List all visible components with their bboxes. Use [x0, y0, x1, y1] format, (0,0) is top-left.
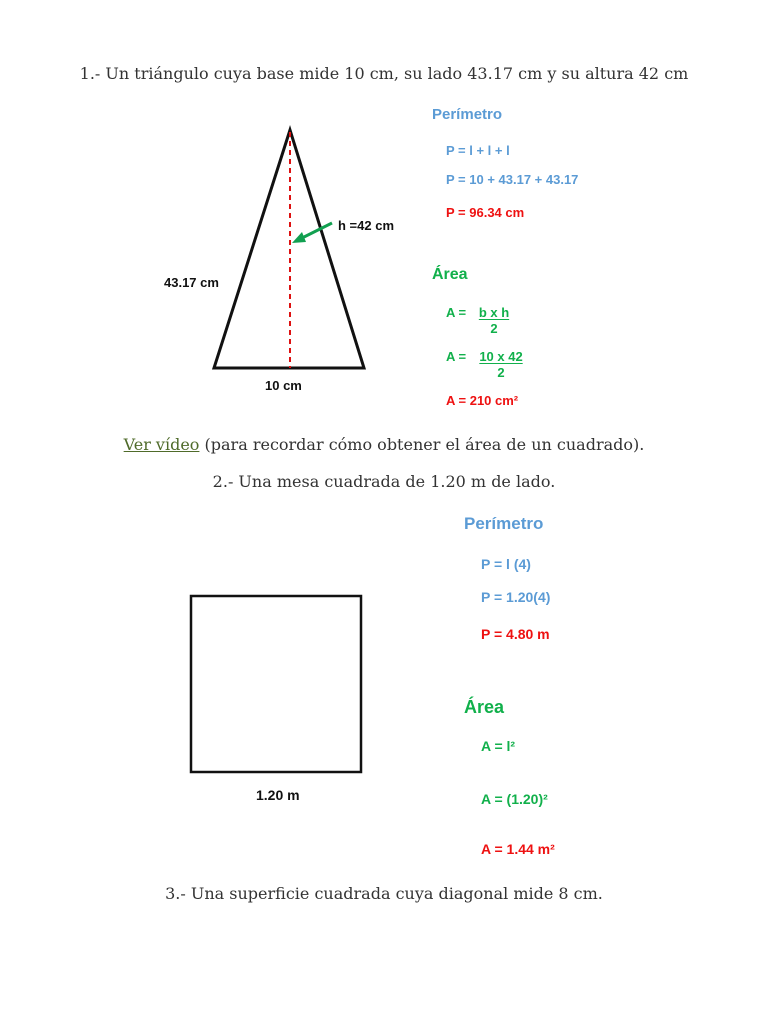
area-substitution-denominator-1: 2 — [497, 365, 505, 380]
area-substitution-numerator-1: 10 x 42 — [479, 349, 523, 364]
video-link[interactable]: Ver vídeo — [123, 435, 200, 454]
triangle-figure — [150, 120, 420, 400]
area-formula-numerator-1: b x h — [478, 305, 510, 320]
area-formula-2: A = l² — [481, 738, 516, 754]
problem3-statement: 3.- Una superficie cuadrada cuya diagonal mide 8 cm. — [165, 884, 603, 903]
area-formula-prefix-1: A = — [446, 305, 467, 320]
side-label: 43.17 cm — [164, 275, 219, 290]
problem2-statement: 2.- Una mesa cuadrada de 1.20 m de lado. — [212, 472, 556, 491]
square-shape — [191, 596, 361, 772]
area-formula-denominator-1: 2 — [490, 321, 498, 336]
area-heading-2: Área — [464, 697, 505, 717]
perimeter-result-2: P = 4.80 m — [481, 626, 550, 642]
video-note — [0, 435, 768, 455]
perimeter-heading-1: Perímetro — [432, 106, 503, 123]
square-figure — [180, 585, 380, 810]
height-label: h =42 cm — [338, 218, 395, 233]
perimeter-formula-1: P = l + l + l — [446, 143, 510, 158]
area-formula-fraction-1 — [471, 305, 517, 337]
perimeter-substitution-1: P = 10 + 43.17 + 43.17 — [446, 172, 579, 187]
area-substitution-fraction-1 — [470, 349, 532, 381]
area-result-1: A = 210 cm² — [446, 393, 519, 408]
base-label: 10 cm — [265, 378, 302, 393]
area-substitution-2: A = (1.20)² — [481, 791, 548, 807]
perimeter-result-1: P = 96.34 cm — [446, 205, 525, 220]
area-result-2: A = 1.44 m² — [481, 841, 555, 857]
perimeter-substitution-2: P = 1.20(4) — [481, 589, 551, 605]
square-side-label: 1.20 m — [256, 787, 300, 803]
video-note-text: (para recordar cómo obtener el área de un cuadrado). — [199, 435, 645, 454]
perimeter-heading-2: Perímetro — [464, 514, 544, 533]
area-heading-1: Área — [432, 266, 468, 283]
problem1-statement: 1.- Un triángulo cuya base mide 10 cm, su lado 43.17 cm y su altura 42 cm — [79, 64, 689, 83]
area-substitution-prefix-1: A = — [446, 349, 467, 364]
perimeter-formula-2: P = l (4) — [481, 556, 531, 572]
